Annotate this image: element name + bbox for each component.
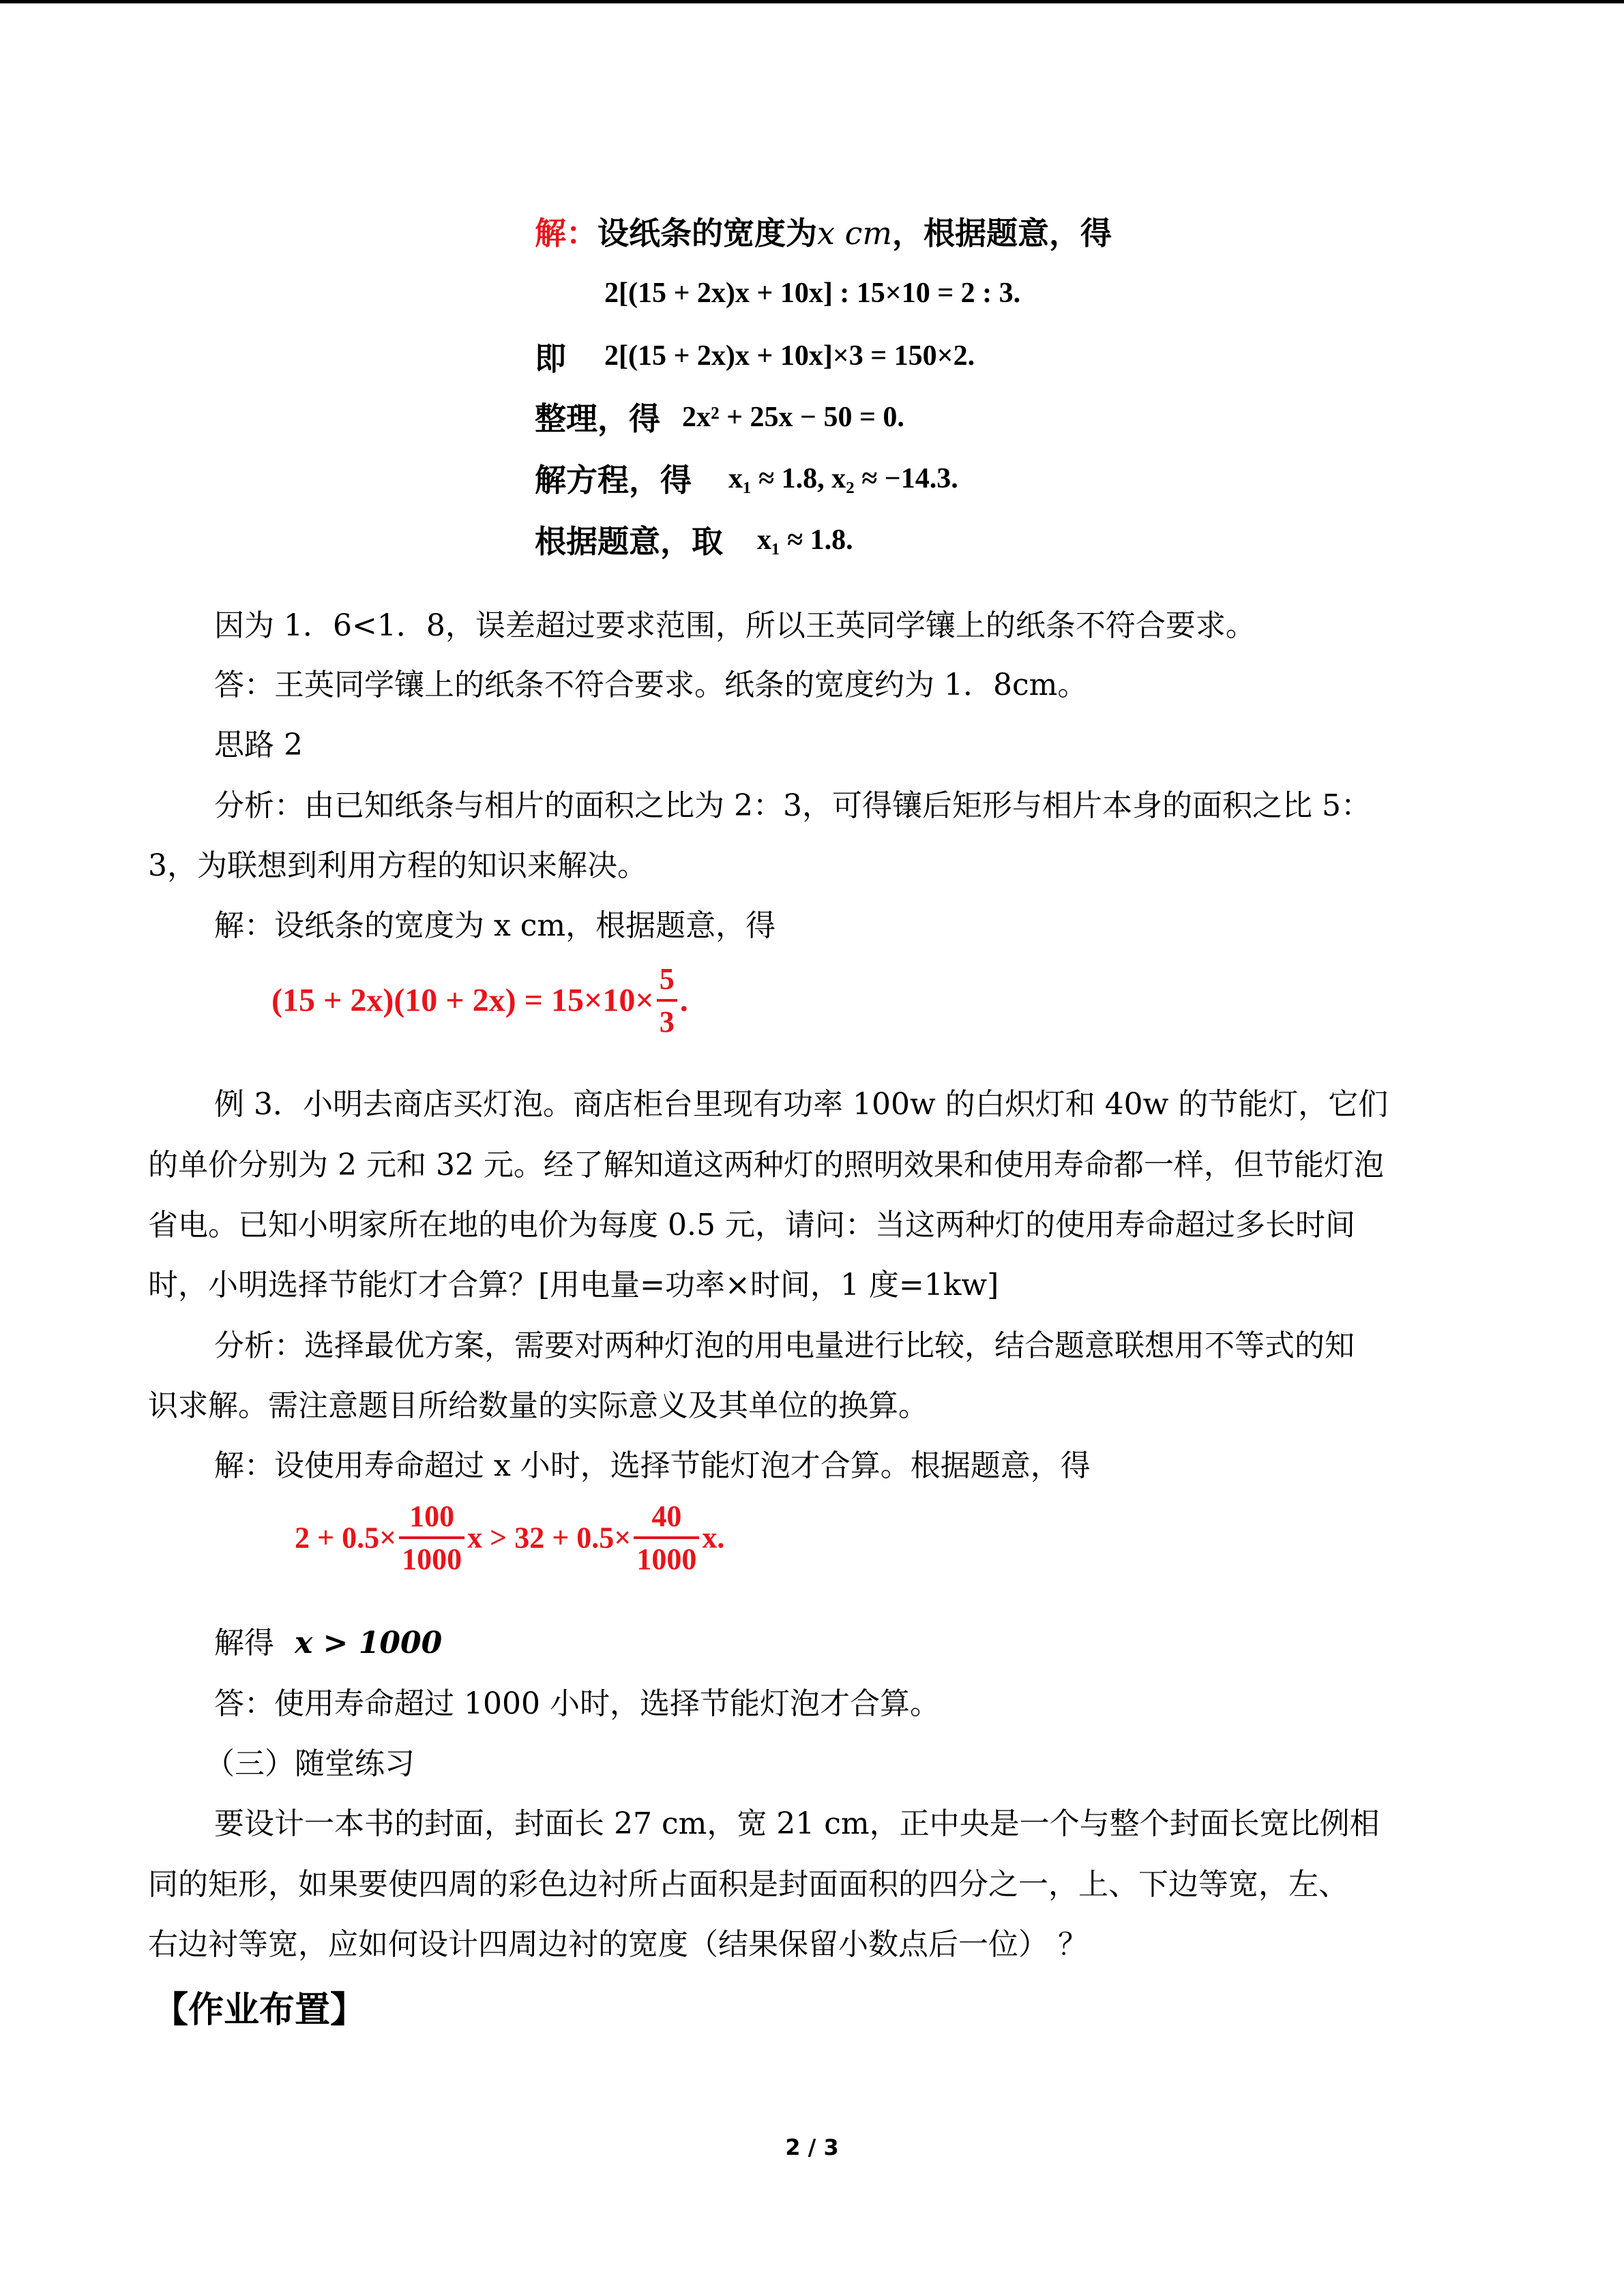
paragraph-7-line-1: 分析：选择最优方案，需要对两种灯泡的用电量进行比较，结合题意联想用不等式的知 [214, 1328, 1355, 1363]
paragraph-6-line-2: 的单价分别为 2 元和 32 元。经了解知道这两种灯的照明效果和使用寿命都一样，但节能灯泡 [148, 1148, 1384, 1182]
paragraph-7-line-2: 识求解。需注意题目所给数量的实际意义及其单位的换算。 [148, 1388, 928, 1423]
paragraph-3: 思路 2 [214, 728, 303, 762]
inequality-fraction-1: $\frac{100}{1000}$ [399, 1499, 464, 1577]
solution-equation-2: 2[(15 + 2x)x + 10x]×3 = 150×2. [604, 340, 975, 372]
equation-1-fraction: $\frac{5}{3}$ [657, 961, 677, 1039]
paragraph-12-line-2: 同的矩形，如果要使四周的彩色边衬所占面积是封面面积的四分之一，上、下边等宽，左、 [148, 1867, 1348, 1902]
paragraph-4-line-1: 分析：由已知纸条与相片的面积之比为 2：3，可得镶后矩形与相片本身的面积之比 5： [214, 788, 1371, 823]
inequality-fraction-2: $\frac{40}{1000}$ [634, 1499, 699, 1577]
solution-equation-5: x₁ ≈ 1.8. [757, 524, 853, 556]
paragraph-6-line-1: 例 3．小明去商店买灯泡。商店柜台里现有功率 100w 的白炽灯和 40w 的节能灯，它们 [214, 1087, 1389, 1122]
solution-line-6-label: 根据题意，取 [535, 523, 723, 560]
paragraph-9: 解得 x > 1000 [214, 1626, 443, 1660]
solution-line-3-label: 即 [535, 340, 566, 377]
inequality-result: x > 1000 [295, 1626, 443, 1660]
solution-line-1: 解：设纸条的宽度为x cm，根据题意，得 [535, 215, 1112, 252]
page-top-border [0, 0, 1624, 3]
paragraph-6-line-4: 时，小明选择节能灯才合算？[用电量=功率×时间，1 度=1kw] [148, 1268, 999, 1302]
section-practice-title: （三）随堂练习 [205, 1746, 415, 1781]
paragraph-6-line-3: 省电。已知小明家所在地的电价为每度 0.5 元，请问：当这两种灯的使用寿命超过多长时间 [148, 1208, 1355, 1242]
solution-equation-4: x₁ ≈ 1.8, x₂ ≈ −14.3. [728, 463, 958, 494]
solution-label: 解： [535, 215, 597, 252]
paragraph-12-line-1: 要设计一本书的封面，封面长 27 cm，宽 21 cm，正中央是一个与整个封面长宽比例相 [214, 1806, 1380, 1841]
paragraph-8: 解：设使用寿命超过 x 小时，选择节能灯泡才合算。根据题意，得 [214, 1448, 1091, 1483]
solution-line-4-label: 整理，得 [535, 400, 660, 437]
paragraph-12-line-3: 右边衬等宽，应如何设计四周边衬的宽度（结果保留小数点后一位） ？ [148, 1927, 1088, 1962]
paragraph-4-line-2: 3，为联想到利用方程的知识来解决。 [148, 848, 647, 883]
solution-line-5-label: 解方程，得 [535, 462, 692, 498]
solution-equation-3: 2x² + 25x − 50 = 0. [682, 402, 904, 433]
equation-1: (15 + 2x)(10 + 2x) = 15×10× $\frac{5}{3}$ . [271, 962, 688, 1039]
paragraph-10: 答：使用寿命超过 1000 小时，选择节能灯泡才合算。 [214, 1686, 940, 1721]
paragraph-5: 解：设纸条的宽度为 x cm，根据题意，得 [214, 908, 776, 943]
inequality-1: 2 + 0.5× $\frac{100}{1000}$ x > 32 + 0.5× $\frac{40}{1000}$ x. [295, 1500, 725, 1576]
solution-equation-1: 2[(15 + 2x)x + 10x] : 15×10 = 2 : 3. [604, 278, 1021, 309]
paragraph-2: 答：王英同学镶上的纸条不符合要求。纸条的宽度约为 1．8cm。 [214, 668, 1088, 702]
paragraph-1: 因为 1．6<1．8，误差超过要求范围，所以王英同学镶上的纸条不符合要求。 [214, 608, 1256, 643]
page-number: 2 / 3 [785, 2134, 839, 2160]
homework-heading: 【作业布置】 [153, 1990, 366, 2031]
